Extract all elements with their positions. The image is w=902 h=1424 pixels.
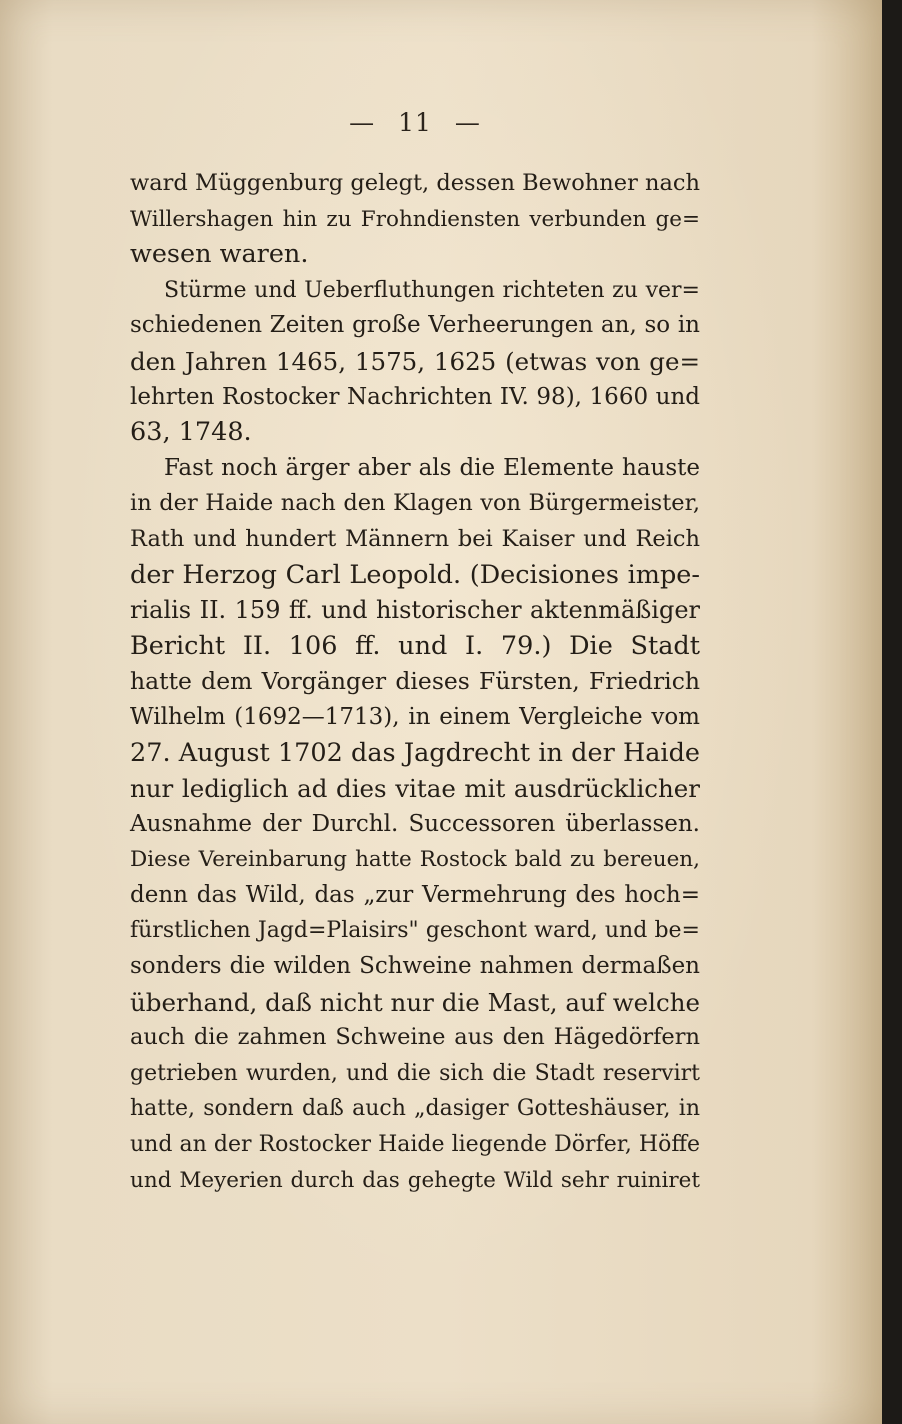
text-line: Stürme und Ueberfluthungen richteten zu ver= (164, 277, 700, 303)
page-number-dash-right: — (454, 108, 481, 137)
text-line: rialis II. 159 ff. und historischer aktenmäßiger (130, 596, 700, 625)
text-line: Ausnahme der Durchl. Successoren überlassen. (130, 810, 700, 837)
text-line: den Jahren 1465, 1575, 1625 (etwas von ge= (130, 346, 700, 376)
text-line: überhand, daß nicht nur die Mast, auf welche (130, 987, 700, 1017)
text-line: auch die zahmen Schweine aus den Hägedörfern (130, 1024, 700, 1051)
text-line: Diese Vereinbarung hatte Rostock bald zu bereuen, (130, 847, 700, 873)
text-line: Willershagen hin zu Frohndiensten verbunden ge= (130, 206, 700, 232)
text-line: denn das Wild, das „zur Vermehrung des hoch= (130, 881, 700, 908)
text-line: der Herzog Carl Leopold. (Decisiones impe- (130, 559, 700, 590)
page-number: 11 (398, 108, 432, 137)
text-line: hatte dem Vorgänger dieses Fürsten, Friedrich (130, 667, 700, 696)
text-line: nur lediglich ad dies vitae mit ausdrücklicher (130, 774, 700, 804)
text-line: Wilhelm (1692—1713), in einem Vergleiche vom (130, 703, 700, 730)
text-line: hatte, sondern daß auch „dasiger Gotteshäuser, in (130, 1096, 700, 1122)
text-line: Rath und hundert Männern bei Kaiser und Reich (130, 525, 700, 552)
text-line: Bericht II. 106 ff. und I. 79.) Die Stadt (130, 630, 700, 661)
text-line: fürstlichen Jagd=Plaisirs" geschont ward, und be= (130, 918, 700, 944)
text-line: wesen waren. (130, 239, 309, 270)
text-line: getrieben wurden, und die sich die Stadt reservirt (130, 1060, 700, 1086)
text-line: und an der Rostocker Haide liegende Dörfer, Höffe (130, 1132, 700, 1158)
text-line: lehrten Rostocker Nachrichten IV. 98), 1660 und (130, 383, 700, 410)
text-line: ward Müggenburg gelegt, dessen Bewohner nach (130, 170, 700, 196)
page-number-dash-left: — (349, 108, 376, 137)
page-number-header (0, 108, 830, 137)
text-line: schiedenen Zeiten große Verheerungen an, so in (130, 312, 700, 339)
text-line: in der Haide nach den Klagen von Bürgermeister, (130, 490, 700, 517)
text-line: 27. August 1702 das Jagdrecht in der Haide (130, 737, 700, 768)
text-line: und Meyerien durch das gehegte Wild sehr ruiniret (130, 1167, 700, 1193)
text-line: 63, 1748. (130, 417, 252, 448)
text-line: sonders die wilden Schweine nahmen dermaßen (130, 953, 700, 980)
body-text (130, 166, 700, 1198)
text-line: Fast noch ärger aber als die Elemente hauste (164, 454, 700, 481)
